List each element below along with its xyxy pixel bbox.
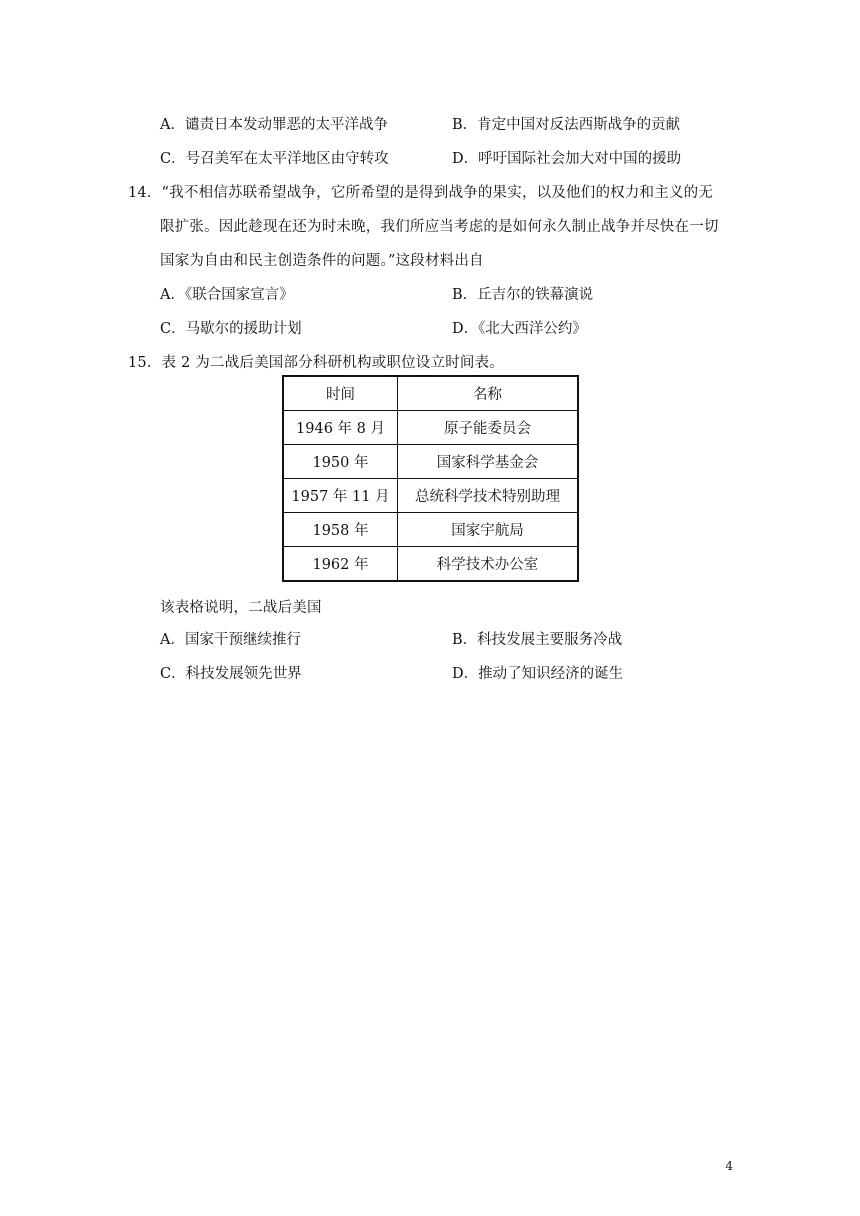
q15-option-a: A．国家干预继续推行 [160,632,301,648]
table-row [283,479,578,513]
table-cell-time: 1958 年 [283,513,398,547]
q15-stem: 15．表 2 为二战后美国部分科研机构或职位设立时间表。 [128,355,504,371]
q13-option-b: B．肯定中国对反法西斯战争的贡献 [452,117,681,133]
q14-option-a: A．《联合国家宣言》 [160,287,294,303]
table-cell-name: 总统科学技术特别助理 [398,479,579,513]
science-institutions-table [282,375,579,582]
table-header-time: 时间 [283,376,398,411]
q13-option-d: D．呼吁国际社会加大对中国的援助 [452,151,682,167]
q14-option-b: B．丘吉尔的铁幕演说 [452,287,594,303]
table-cell-time: 1950 年 [283,445,398,479]
table-cell-time: 1946 年 8 月 [283,411,398,445]
table-header-row [283,376,578,411]
q15-option-c: C．科技发展领先世界 [160,666,302,682]
table-row [283,547,578,582]
q15-question: 该表格说明，二战后美国 [160,600,322,616]
q13-option-c: C．号召美军在太平洋地区由守转攻 [160,151,389,167]
table-cell-name: 原子能委员会 [398,411,579,445]
q13-option-a: A．谴责日本发动罪恶的太平洋战争 [160,117,388,133]
table-row [283,411,578,445]
q14-option-c: C．马歇尔的援助计划 [160,321,302,337]
table-row [283,445,578,479]
q15-option-d: D．推动了知识经济的诞生 [452,666,624,682]
table-cell-time: 1957 年 11 月 [283,479,398,513]
page-number: 4 [725,1159,733,1173]
q14-stem-line1: 14．“我不相信苏联希望战争，它所希望的是得到战争的果实，以及他们的权力和主义的无 [128,185,714,201]
q15-option-b: B．科技发展主要服务冷战 [452,632,623,648]
table-cell-name: 国家科学基金会 [398,445,579,479]
q14-option-d: D．《北大西洋公约》 [452,321,587,337]
table-cell-name: 科学技术办公室 [398,547,579,582]
q14-stem-line2: 限扩张。因此趁现在还为时未晚，我们所应当考虑的是如何永久制止战争并尽快在一切 [160,219,719,235]
q14-stem-line3: 国家为自由和民主创造条件的问题。”这段材料出自 [160,253,484,269]
table-cell-time: 1962 年 [283,547,398,582]
table-cell-name: 国家宇航局 [398,513,579,547]
table-header-name: 名称 [398,376,579,411]
table-row [283,513,578,547]
